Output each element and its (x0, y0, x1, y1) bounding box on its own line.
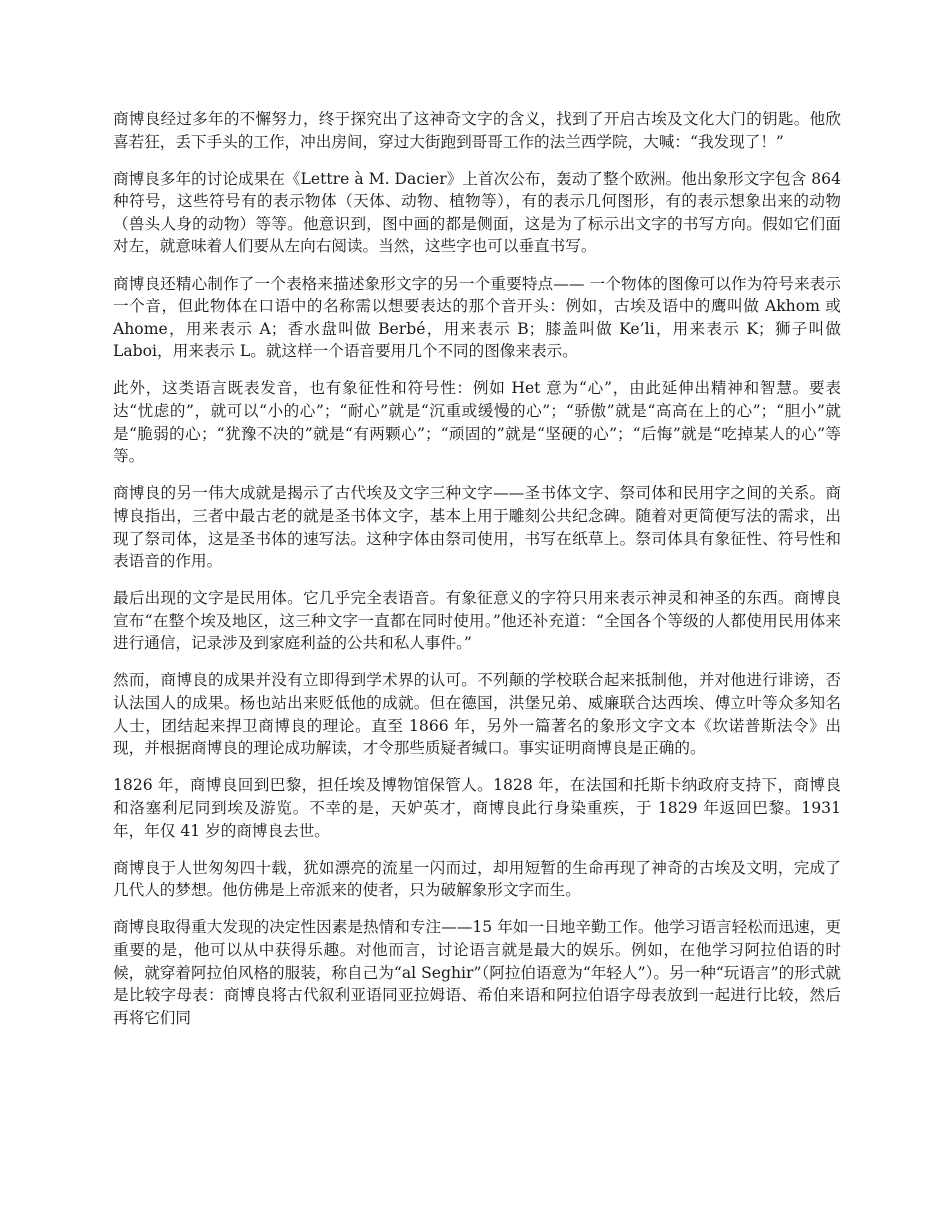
paragraph-later-life: 1826 年，商博良回到巴黎，担任埃及博物馆保管人。1828 年，在法国和托斯卡纳政府支持下，商博良和洛塞利尼同到埃及游览。不幸的是，天妒英才，商博良此行身染重疾，于 1829 年返回巴黎。1931 年，年仅 41 岁的商博良去世。 (113, 776, 841, 840)
paragraph-discovery: 商博良经过多年的不懈努力，终于探究出了这神奇文字的含义，找到了开启古埃及文化大门的钥匙。他欣喜若狂，丢下手头的工作，冲出房间，穿过大街跑到哥哥工作的法兰西学院，大喊：“我发现了！” (113, 110, 841, 151)
paragraph-demotic: 最后出现的文字是民用体。它几乎完全表语音。有象征意义的字符只用来表示神灵和神圣的东西。商博良宣布“在整个埃及地区，这三种文字一直都在同时使用。”他还补充道：“全国各个等级的人都使用民用体来进行通信，记录涉及到家庭利益的公共和私人事件。” (113, 589, 841, 653)
document-body (113, 108, 841, 1044)
paragraph-lettre-dacier: 商博良多年的讨论成果在《Lettre à M. Dacier》上首次公布，轰动了整个欧洲。他出象形文字包含 864 种符号，这些符号有的表示物体（天体、动物、植物等），有的表示几何图形，有的表示想象出来的动物（兽头人身的动物）等等。他意识到，图中画的都是侧面，这是为了标示出文字的书写方向。假如它们面对左，就意味着人们要从左向右阅读。当然，这些字也可以垂直书写。 (113, 169, 841, 256)
paragraph-reception: 然而，商博良的成果并没有立即得到学术界的认可。不列颠的学校联合起来抵制他，并对他进行诽谤，否认法国人的成果。杨也站出来贬低他的成就。但在德国，洪堡兄弟、威廉联合达西埃、傅立叶等众多知名人士，团结起来捍卫商博良的理论。直至 1866 年，另外一篇著名的象形文字文本《坎诺普斯法令》出现，并根据商博良的理论成功解读，才令那些质疑者缄口。事实证明商博良是正确的。 (113, 671, 841, 758)
paragraph-three-scripts: 商博良的另一伟大成就是揭示了古代埃及文字三种文字——圣书体文字、祭司体和民用字之间的关系。商博良指出，三者中最古老的就是圣书体文字，基本上用于雕刻公共纪念碑。随着对更简便写法的需求，出现了祭司体，这是圣书体的速写法。这种字体由祭司使用，书写在纸草上。祭司体具有象征性、符号性和表语音的作用。 (113, 484, 841, 571)
paragraph-passion: 商博良取得重大发现的决定性因素是热情和专注——15 年如一日地辛勤工作。他学习语言轻松而迅速，更重要的是，他可以从中获得乐趣。对他而言，讨论语言就是最大的娱乐。例如，在他学习阿拉伯语的时候，就穿着阿拉伯风格的服装，称自己为“al Seghir”（阿拉伯语意为“年轻人”）。另一种“玩语言”的形式就是比较字母表：商博良将古代叙利亚语同亚拉姆语、希伯来语和阿拉伯语字母表放到一起进行比较，然后再将它们同 (113, 918, 841, 1027)
paragraph-phonetic-table: 商博良还精心制作了一个表格来描述象形文字的另一个重要特点—— 一个物体的图像可以作为符号来表示一个音，但此物体在口语中的名称需以想要表达的那个音开头：例如，古埃及语中的鹰叫做 Akhom 或 Ahome，用来表示 A；香水盘叫做 Berbé，用来表示 B；膝盖叫做 Ke’li，用来表示 K；狮子叫做 Laboi，用来表示 L。就这样一个语音要用几个不同的图像来表示。 (113, 274, 841, 361)
paragraph-symbolism: 此外，这类语言既表发音，也有象征性和符号性：例如 Het 意为“心”，由此延伸出精神和智慧。要表达“忧虑的”，就可以“小的心”；“耐心”就是“沉重或缓慢的心”；“骄傲”就是“高高在上的心”；“胆小”就是“脆弱的心；“犹豫不决的”就是“有两颗心”；“顽固的”就是“坚硬的心”；“后悔”就是“吃掉某人的心”等等。 (113, 379, 841, 466)
paragraph-legacy: 商博良于人世匆匆四十载，犹如漂亮的流星一闪而过，却用短暂的生命再现了神奇的古埃及文明，完成了几代人的梦想。他仿佛是上帝派来的使者，只为破解象形文字而生。 (113, 858, 841, 900)
